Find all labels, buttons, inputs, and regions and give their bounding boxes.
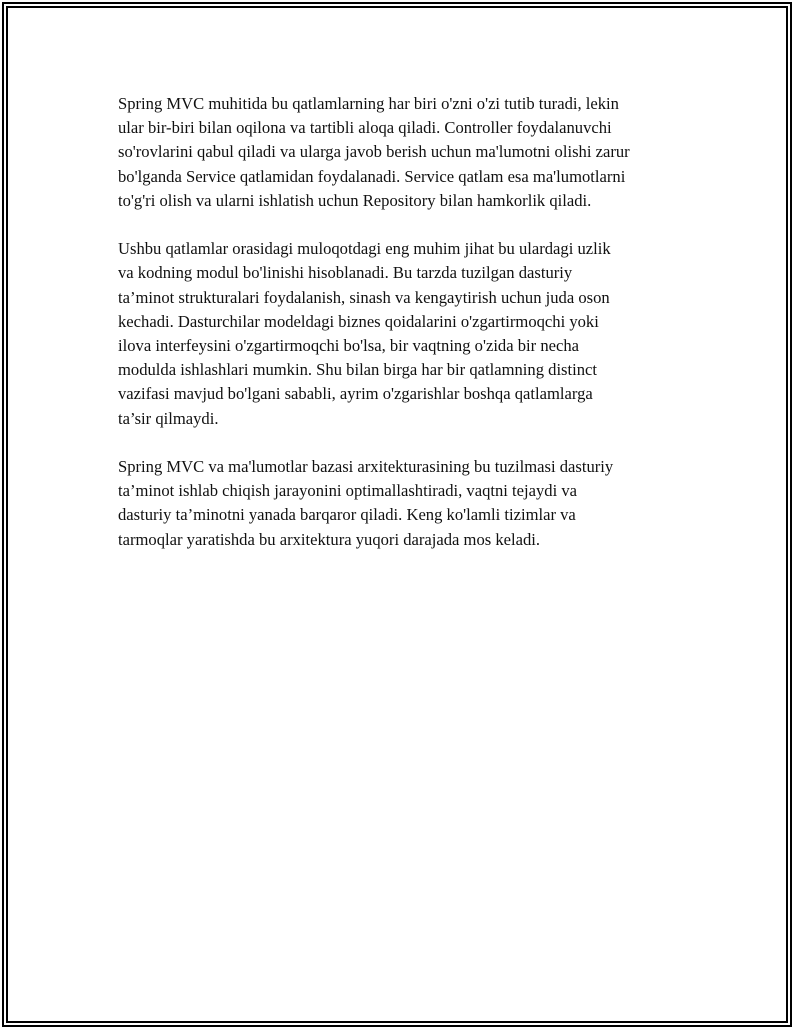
- paragraph-3: Spring MVC va ma'lumotlar bazasi arxitekturasining bu tuzilmasi dasturiy ta’minot ishlab chiqish jarayonini optimallashtiradi, vaqtni tejaydi va dasturiy ta’minotni yanada barqaror qiladi. Keng ko'lamli tizimlar va tarmoqlar yaratishda bu arxitektura yuqori darajada mos keladi.: [118, 457, 614, 549]
- document-body: [118, 92, 688, 576]
- paragraph-2: Ushbu qatlamlar orasidagi muloqotdagi eng muhim jihat bu ulardagi uzlik va kodning modul bo'linishi hisoblanadi. Bu tarzda tuzilgan dasturiy ta’minot strukturalari foydalanish, sinash va kengaytirish uchun juda oson kechadi. Dasturchilar modeldagi biznes qoidalarini o'zgartirmoqchi yoki ilova interfeysini o'zgartirmoqchi bo'lsa, bir vaqtning o'zida bir necha modulda ishlashlari mumkin. Shu bilan birga har bir qatlamning distinct vazifasi mavjud bo'lgani sababli, ayrim o'zgarishlar boshqa qatlamlarga ta’sir qilmaydi.: [118, 239, 611, 428]
- paragraph-1: Spring MVC muhitida bu qatlamlarning har biri o'zni o'zi tutib turadi, lekin ular bir-biri bilan oqilona va tartibli aloqa qiladi. Controller foydalanuvchi so'rovlarini qabul qiladi va ularga javob berish uchun ma'lumotni olishi zarur bo'lganda Service qatlamidan foydalanadi. Service qatlam esa ma'lumotlarni to'g'ri olish va ularni ishlatish uchun Repository bilan hamkorlik qiladi.: [118, 94, 630, 210]
